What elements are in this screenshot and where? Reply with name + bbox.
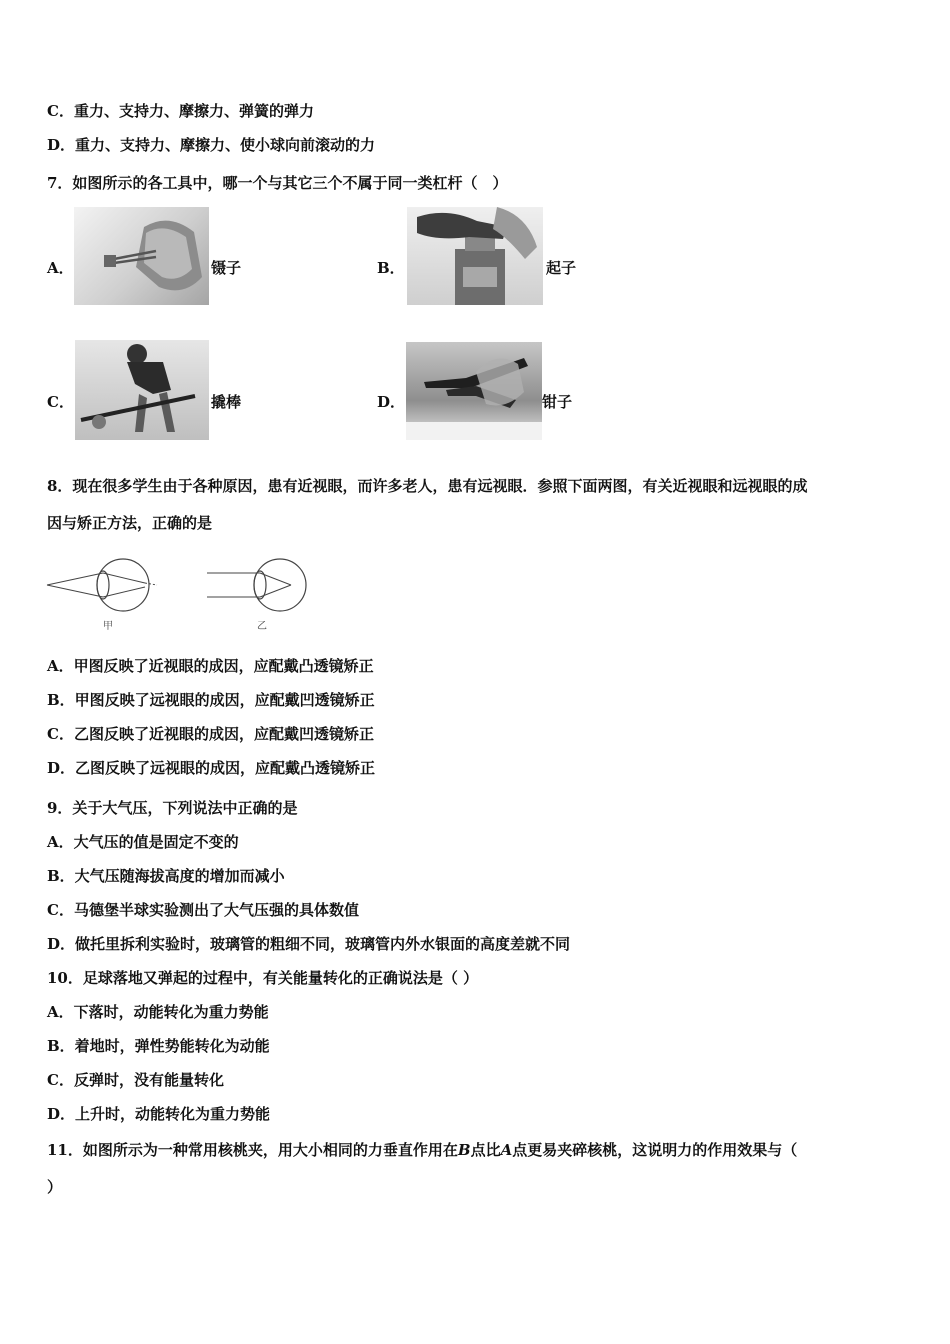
pliers-photo xyxy=(406,342,542,440)
q7-option-a-letter: A． xyxy=(47,259,74,277)
q7-stem: 7．如图所示的各工具中，哪一个与其它三个不属于同一类杠杆（ ） xyxy=(47,174,508,192)
q10-option-c: C．反弹时，没有能量转化 xyxy=(47,1071,224,1089)
q8-option-c: C．乙图反映了近视眼的成因，应配戴凹透镜矫正 xyxy=(47,725,374,743)
q10-option-d: D．上升时，动能转化为重力势能 xyxy=(47,1105,271,1123)
q7-option-d-letter: D． xyxy=(377,393,406,411)
q8-stem-line2: 因与矫正方法，正确的是 xyxy=(47,514,213,532)
q9-stem: 9．关于大气压，下列说法中正确的是 xyxy=(47,799,298,817)
q11-stem-part2: 点比 xyxy=(470,1141,501,1159)
q11-stem-line2: ） xyxy=(47,1178,63,1196)
crowbar-photo xyxy=(75,340,209,440)
q7-option-c-letter: C． xyxy=(47,393,74,411)
q8-option-d: D．乙图反映了远视眼的成因，应配戴凸透镜矫正 xyxy=(47,759,376,777)
q6-option-d: D．重力、支持力、摩擦力、使小球向前滚动的力 xyxy=(47,136,376,154)
q8-option-b: B．甲图反映了远视眼的成因，应配戴凹透镜矫正 xyxy=(47,691,375,709)
eye-diagram-svg xyxy=(45,555,315,635)
q7-option-b-tool: 起子 xyxy=(546,259,577,277)
eye-diagram-right xyxy=(207,559,306,611)
q9-option-a: A．大气压的值是固定不变的 xyxy=(47,833,239,851)
q6-option-c: C．重力、支持力、摩擦力、弹簧的弹力 xyxy=(47,102,314,120)
q7-option-a-tool: 镊子 xyxy=(211,259,242,277)
q8-stem-line1: 8．现在很多学生由于各种原因，患有近视眼，而许多老人，患有远视眼．参照下面两图，有关近视眼和远视眼的成 xyxy=(47,477,808,495)
eye-diagram-left-label: 甲 xyxy=(103,621,113,632)
q7-option-c-tool: 撬棒 xyxy=(211,393,242,411)
q11-point-a: A xyxy=(500,1141,513,1159)
q10-option-b: B．着地时，弹性势能转化为动能 xyxy=(47,1037,270,1055)
q9-option-d: D．做托里拆利实验时，玻璃管的粗细不同，玻璃管内外水银面的高度差就不同 xyxy=(47,935,571,953)
q7-option-d-tool: 钳子 xyxy=(542,393,573,411)
q11-stem-line1 xyxy=(47,1140,797,1160)
bottle-opener-photo xyxy=(407,207,543,305)
q8-option-a: A．甲图反映了近视眼的成因，应配戴凸透镜矫正 xyxy=(47,657,374,675)
q10-stem: 10．足球落地又弹起的过程中，有关能量转化的正确说法是（ ） xyxy=(47,969,479,987)
q11-stem-part1: 11．如图所示为一种常用核桃夹，用大小相同的力垂直作用在 xyxy=(47,1141,458,1159)
q11-stem-part3: 点更易夹碎核桃，这说明力的作用效果与（ xyxy=(512,1141,798,1159)
eye-diagrams xyxy=(45,555,315,635)
tweezers-photo xyxy=(74,207,209,305)
q11-point-b: B xyxy=(457,1141,471,1159)
q10-option-a: A．下落时，动能转化为重力势能 xyxy=(47,1003,269,1021)
q7-option-b-letter: B． xyxy=(377,259,405,277)
eye-diagram-right-label: 乙 xyxy=(257,621,267,632)
q9-option-c: C．马德堡半球实验测出了大气压强的具体数值 xyxy=(47,901,359,919)
eye-diagram-left xyxy=(47,559,157,611)
q9-option-b: B．大气压随海拔高度的增加而减小 xyxy=(47,867,285,885)
